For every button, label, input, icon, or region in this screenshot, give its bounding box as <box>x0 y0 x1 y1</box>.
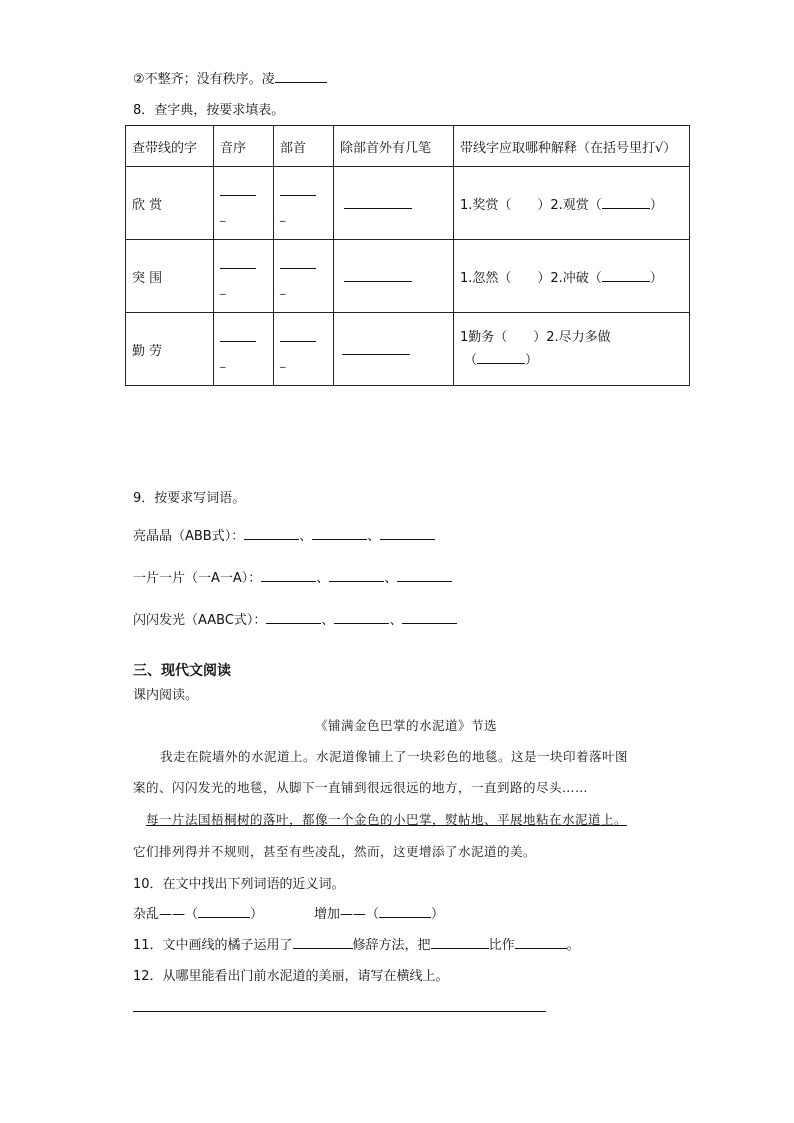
section-heading: 三、现代文阅读 <box>133 663 231 679</box>
header-yinxu: 音序 <box>214 126 274 167</box>
header-word: 查带线的字 <box>126 126 214 167</box>
q8-title: 8．查字典，按要求填表。 <box>133 103 285 118</box>
q9-item: 亮晶晶（ABB式）： 、 、 <box>133 525 435 544</box>
yinxu-cell[interactable]: _ <box>214 167 274 240</box>
q7-answer-blank[interactable] <box>275 68 327 83</box>
answer-blank[interactable] <box>244 525 299 540</box>
bushou-cell[interactable]: _ <box>274 167 334 240</box>
answer-blank[interactable] <box>329 567 384 582</box>
meaning-cell[interactable]: 1勤务（ ）2.尽力多做 （ ） <box>454 313 690 386</box>
passage-line: 案的、闪闪发光的地毯，从脚下一直铺到很远很远的地方，一直到路的尽头…… <box>133 780 589 795</box>
answer-blank[interactable] <box>380 525 435 540</box>
q9-item: 闪闪发光（AABC式）： 、 、 <box>133 609 457 628</box>
q10-item-b: 增加——（ ） <box>314 903 444 922</box>
passage-title: 《铺满金色巴掌的水泥道》节选 <box>315 718 498 733</box>
strokes-cell[interactable] <box>334 167 454 240</box>
answer-blank[interactable] <box>397 567 452 582</box>
q9-title: 9．按要求写词语。 <box>133 491 246 506</box>
passage-line: 它们排列得并不规则，甚至有些凌乱，然而，这更增添了水泥道的美。 <box>133 844 537 859</box>
answer-blank[interactable] <box>431 934 489 949</box>
word-cell: 勤 劳 <box>126 313 214 386</box>
passage-underlined-sentence: 每一片法国梧桐树的落叶，都像一个金色的小巴掌，熨帖地、平展地粘在水泥道上。 <box>146 812 628 827</box>
bushou-cell[interactable]: _ <box>274 313 334 386</box>
answer-blank[interactable] <box>312 525 367 540</box>
yinxu-cell[interactable]: _ <box>214 313 274 386</box>
q10-item-a: 杂乱——（ ） <box>133 903 263 922</box>
strokes-cell[interactable] <box>334 313 454 386</box>
header-bushou: 部首 <box>274 126 334 167</box>
header-strokes: 除部首外有几笔 <box>334 126 454 167</box>
table-row <box>126 167 690 240</box>
answer-blank[interactable] <box>261 567 316 582</box>
answer-blank[interactable] <box>293 934 353 949</box>
q12-answer-line[interactable] <box>133 1011 546 1012</box>
bushou-cell[interactable]: _ <box>274 240 334 313</box>
q11: 11．文中画线的橘子运用了 修辞方法，把 比作 。 <box>133 934 580 953</box>
q8-table <box>125 125 690 386</box>
answer-blank[interactable] <box>402 609 457 624</box>
table-header-row <box>126 126 690 167</box>
q12-title: 12．从哪里能看出门前水泥道的美丽，请写在横线上。 <box>133 969 449 984</box>
answer-blank[interactable] <box>198 903 250 918</box>
q7-item2-text: ②不整齐；没有秩序。凌 <box>133 72 275 87</box>
meaning-cell[interactable]: 1.奖赏（ ）2.观赏（ ） <box>454 167 690 240</box>
meaning-cell[interactable]: 1.忽然（ ）2.冲破（ ） <box>454 240 690 313</box>
word-cell: 欣 赏 <box>126 167 214 240</box>
header-meaning: 带线字应取哪种解释（在括号里打√） <box>454 126 690 167</box>
strokes-cell[interactable] <box>334 240 454 313</box>
passage-line: 我走在院墙外的水泥道上。水泥道像铺上了一块彩色的地毯。这是一块印着落叶图 <box>160 749 629 764</box>
q9-item: 一片一片（一A一A）： 、 、 <box>133 567 452 586</box>
yinxu-cell[interactable]: _ <box>214 240 274 313</box>
q7-item2 <box>133 68 327 87</box>
answer-blank[interactable] <box>379 903 431 918</box>
section-sub: 课内阅读。 <box>133 688 199 703</box>
answer-blank[interactable] <box>266 609 321 624</box>
q10-title: 10．在文中找出下列词语的近义词。 <box>133 877 345 892</box>
table-row <box>126 313 690 386</box>
table-row <box>126 240 690 313</box>
answer-blank[interactable] <box>334 609 389 624</box>
answer-blank[interactable] <box>515 934 567 949</box>
word-cell: 突 围 <box>126 240 214 313</box>
